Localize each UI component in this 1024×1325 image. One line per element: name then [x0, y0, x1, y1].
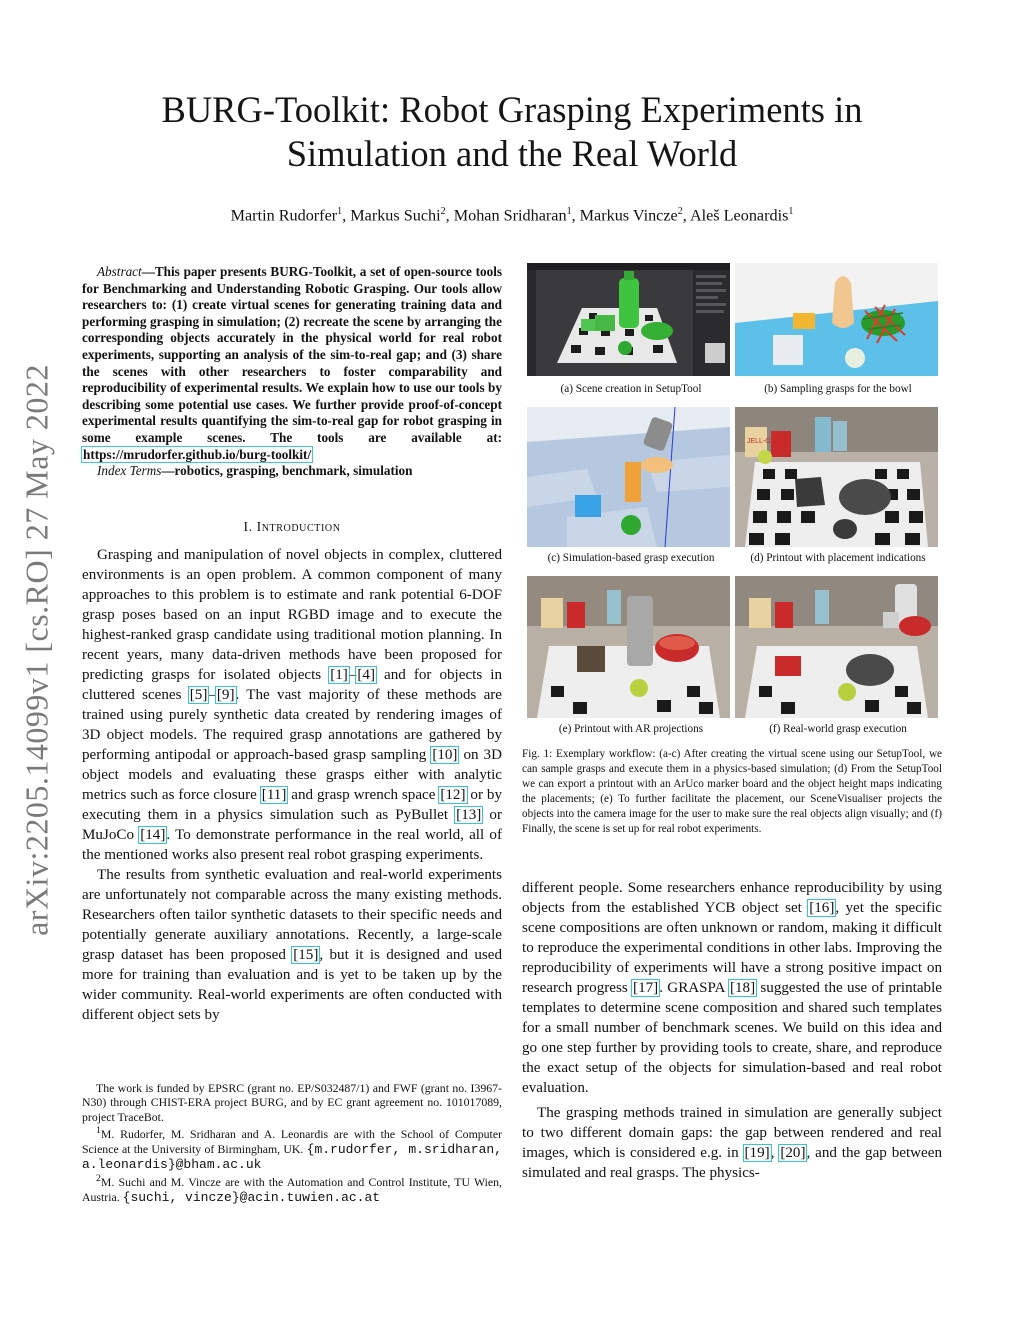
figure-panel-a-setuptool — [527, 263, 730, 376]
author-separator: , — [682, 206, 690, 225]
text-run: and grasp wrench space — [287, 787, 440, 803]
citation-link[interactable]: [16] — [809, 900, 835, 916]
text-run: – — [208, 687, 216, 703]
affiliation-mark: 2 — [677, 206, 683, 217]
subcaption-c: (c) Simulation-based grasp execution — [547, 552, 715, 564]
affiliation-mark: 1 — [566, 206, 572, 217]
text-run: , yet the specific scene compositions are often unknown or random, making it difficult to reproduce the experimental conditions in other labs. Improving the reproducibility of experiments will have a strong positive impact on research progress — [522, 900, 943, 996]
citation-link[interactable]: [15] — [293, 947, 319, 963]
text-run: M. Rudorfer, M. Sridharan and A. Leonardis are with the School of Computer Science at the University of Birmingham, UK. — [82, 1127, 502, 1156]
text-run: on 3D object models and evaluating these grasps either with analytic metrics such as force closure — [82, 747, 502, 803]
subcaption-f: (f) Real-world grasp execution — [769, 723, 907, 735]
index-terms-label: Index Terms — [97, 463, 162, 479]
affiliation-mark: 2 — [440, 206, 446, 217]
footnote-mark: 1 — [96, 1125, 101, 1137]
intro-text-left — [82, 545, 502, 1025]
subcaption-e: (e) Printout with AR projections — [558, 723, 704, 735]
text-run: Grasping and manipulation of novel objects in complex, cluttered environments is an open problem. A common component of many approaches to this problem is to estimate and rank potential 6-DOF grasp poses based on an input RGBD image and to execute the highest-ranked grasp candidate using traditional motion planning. In recent years, many data-driven methods have been proposed for predicting grasps for isolated objects — [82, 547, 502, 683]
figure-1-caption: Fig. 1: Exemplary workflow: (a-c) After creating the virtual scene using our SetupTool, we can sample grasps and execute them in a physics-based simulation; (d) From the SetupTool we can export a printout with an ArUco marker board and the object height maps indicating the placements; (e) To further facilitate the placement, our SceneVisualiser projects the objects into the camera image for the user to make sure the real objects align visually; and (f) Finally, the scene is set up for real robot experiments. — [522, 748, 942, 835]
email-list-1: {m.rudorfer, m.sridharan, a.leonardis}@bham.ac.uk — [82, 1141, 502, 1172]
arxiv-side-label: arXiv:2205.14099v1 [cs.RO] 27 May 2022 — [18, 364, 55, 936]
author: Markus Suchi — [350, 206, 441, 225]
figure-panel-b-grasp-sampling — [735, 263, 938, 376]
section-name: Introduction — [256, 519, 341, 534]
citation-link[interactable]: [10] — [432, 747, 458, 763]
paper-title — [80, 88, 944, 176]
author-separator: , — [445, 206, 454, 225]
footnote-mark: 2 — [96, 1173, 101, 1185]
text-run: The grasping methods trained in simulation are generally subject to two different domain gaps: the gap between rendered and real images, which is considered e.g. in — [522, 1105, 942, 1161]
intro-paragraph-1 — [82, 545, 502, 865]
right-paragraph-1 — [522, 878, 942, 1098]
citation-link[interactable]: [11] — [261, 787, 287, 803]
citation-link[interactable]: [18] — [729, 980, 756, 996]
footnote-affiliation-1 — [82, 1124, 502, 1172]
text-run: M. Suchi and M. Vincze are with the Automation and Control Institute, TU Wien, Austria. — [82, 1175, 502, 1204]
title-line-2: Simulation and the Real World — [286, 133, 738, 174]
footnote-funding: The work is funded by EPSRC (grant no. EP/S032487/1) and FWF (grant no. I3967-N30) through CHIST-ERA project BURG, and by EC grant agreement no. 101017089, project TraceBot. — [82, 1081, 502, 1124]
citation-link[interactable]: [9] — [216, 687, 235, 703]
citation-link[interactable]: [19] — [744, 1145, 770, 1161]
index-terms — [82, 463, 502, 480]
text-run: , and the gap between simulated and real grasps. The physics- — [522, 1145, 942, 1181]
author: Martin Rudorfer — [230, 206, 338, 225]
footnotes — [82, 1081, 502, 1205]
subcaption-a: (a) Scene creation in SetupTool — [560, 383, 702, 395]
figure-panel-d-printout — [735, 407, 938, 547]
citation-link[interactable]: [12] — [440, 787, 466, 803]
author: Aleš Leonardis — [689, 206, 789, 225]
abstract-body — [82, 264, 502, 463]
text-run: different people. Some researchers enhance reproducibility by using objects from the established YCB object set — [522, 880, 942, 916]
text-run: . To demonstrate performance in the real world, all of the mentioned works also present real robot grasping experiments. — [82, 827, 502, 863]
email-list-2: {suchi, vincze}@acin.tuwien.ac.at — [122, 1189, 381, 1205]
text-run: , but it is designed and used more for training than evaluation and is yet to be taken up by the wider community. Real-world experiments are often conducted with different object sets by — [82, 947, 502, 1023]
intro-paragraph-2 — [82, 865, 502, 1025]
figure-panel-c-simulation — [527, 407, 730, 547]
text-run: or by executing them in a physics simulation such as PyBullet — [82, 787, 502, 823]
figure-panel-e-ar-projection — [527, 576, 730, 718]
toolkit-url-link[interactable]: https://mrudorfer.github.io/burg-toolkit/ — [83, 446, 312, 462]
abstract-label: Abstract — [97, 264, 142, 279]
text-run: suggested the use of printable templates to determine scene composition and shared such templates for a small number of benchmark scenes. We build on this idea and go one step further by providing tools to create, share, and reproduce the exact setup of the objects for simulation-based and real robot evaluation. — [522, 980, 942, 1096]
text-run: – — [348, 667, 357, 683]
text-run: . The vast majority of these methods are trained using purely synthetic data created by rendering images of 3D object models. The required grasp annotations are gathered by performing antipodal or approach-based grasp sampling — [82, 687, 502, 763]
text-run: The results from synthetic evaluation and real-world experiments are unfortunately not comparable across the many existing methods. Researchers often tailor synthetic datasets to their specific needs and potentially generate auxiliary annotations. Recently, a large-scale grasp dataset has been proposed — [82, 867, 502, 963]
text-run: , — [770, 1145, 780, 1161]
citation-link[interactable]: [5] — [189, 687, 208, 703]
section-heading-introduction — [82, 519, 502, 535]
citation-link[interactable]: [17] — [633, 980, 659, 996]
text-run: . GRASPA — [659, 980, 729, 996]
section-number: I. — [243, 519, 253, 534]
affiliation-mark: 1 — [788, 206, 794, 217]
author-separator: , — [571, 206, 580, 225]
text-run: and for objects in cluttered scenes — [82, 667, 502, 703]
author-separator: , — [342, 206, 351, 225]
right-paragraph-2 — [522, 1103, 942, 1183]
abstract-dash: — — [141, 264, 155, 279]
author-list — [80, 201, 944, 226]
citation-link[interactable]: [13] — [456, 807, 482, 823]
text-run: or MuJoCo — [82, 807, 502, 843]
figure-panel-f-real-world — [735, 576, 938, 718]
index-terms-text: —robotics, grasping, benchmark, simulation — [161, 463, 413, 479]
citation-link[interactable]: [1] — [330, 667, 348, 683]
abstract — [82, 264, 502, 480]
citation-link[interactable]: [20] — [780, 1145, 806, 1161]
subcaption-b: (b) Sampling grasps for the bowl — [764, 383, 912, 395]
subcaption-d: (d) Printout with placement indications — [750, 552, 926, 564]
citation-link[interactable]: [4] — [357, 667, 375, 683]
affiliation-mark: 1 — [337, 206, 343, 217]
title-line-1: BURG-Toolkit: Robot Grasping Experiments in — [161, 89, 863, 130]
intro-text-right — [522, 878, 942, 1183]
author: Markus Vincze — [579, 206, 678, 225]
jello-box-label: JELL-O — [747, 438, 771, 445]
citation-link[interactable]: [14] — [140, 827, 166, 843]
author: Mohan Sridharan — [453, 206, 567, 225]
abstract-text: This paper presents BURG-Toolkit, a set of open-source tools for Benchmarking and Understanding Robotic Grasping. Our tools allow researchers to: (1) create virtual scenes for generating training data and performing grasping in simulation; (2) recreate the scene by arranging the corresponding objects accurately in the physical world for real robot experiments, supporting an analysis of the sim-to-real gap; and (3) share the scenes with other researchers to foster comparability and reproducibility of experimental results. We explain how to use our tools by describing some potential use cases. We further provide proof-of-concept experimental results quantifying the sim-to-real gap for robot grasping in some example scenes. The tools are available at: — [82, 264, 502, 445]
footnote-affiliation-2 — [82, 1172, 502, 1205]
